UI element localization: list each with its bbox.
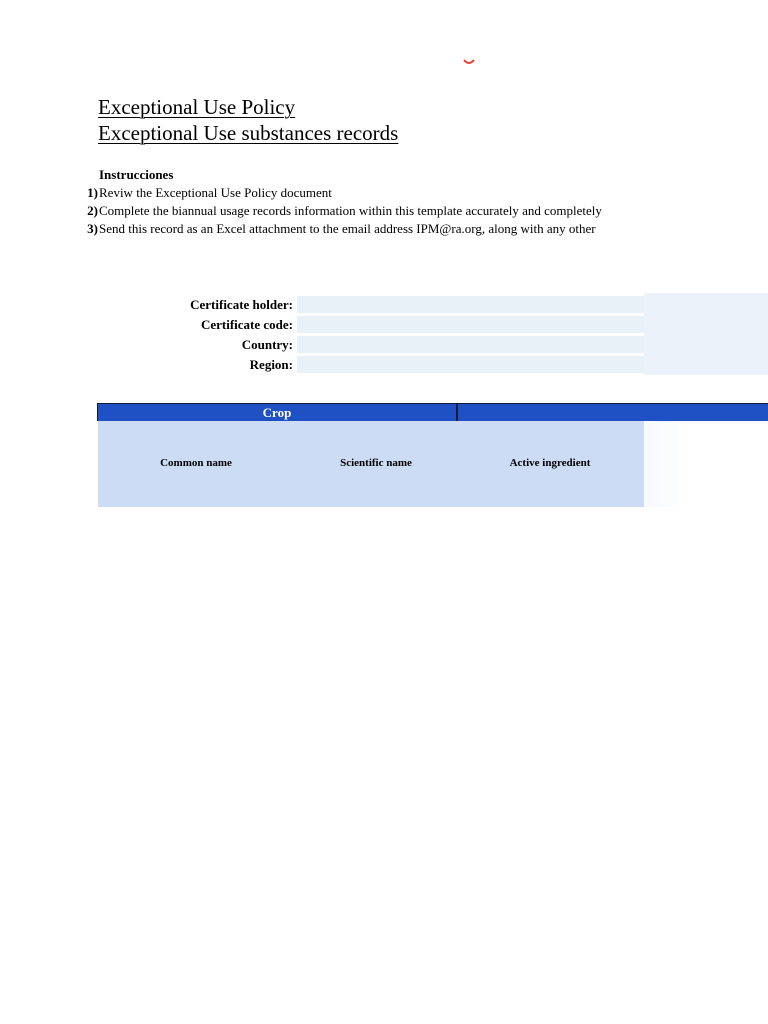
certificate-holder-field[interactable]	[297, 296, 644, 313]
instruction-number: 1)	[87, 185, 98, 200]
certificate-holder-label: Certificate holder:	[190, 297, 293, 312]
instruction-item	[80, 221, 596, 239]
instructions-list	[80, 184, 647, 244]
table-column-headers	[98, 421, 644, 507]
instruction-text: Reviw the Exceptional Use Policy document	[99, 185, 332, 200]
instruction-text: Complete the biannual usage records information within this template accurately and completely	[99, 203, 602, 218]
certificate-code-label: Certificate code:	[200, 317, 293, 332]
certificate-code-field[interactable]	[297, 316, 644, 333]
column-header-common-name: Common name	[160, 457, 232, 469]
table-header-band	[97, 403, 768, 421]
field-area-extension	[644, 293, 768, 375]
document-subtitle: Exceptional Use substances records	[98, 121, 399, 145]
instruction-number: 3)	[87, 221, 98, 236]
country-field[interactable]	[297, 336, 644, 353]
subheader-extension	[644, 421, 690, 507]
country-label: Country:	[241, 337, 293, 352]
instructions-heading: Instrucciones	[99, 167, 174, 182]
document-title: Exceptional Use Policy	[98, 95, 296, 119]
region-label: Region:	[249, 357, 293, 372]
crop-group-header: Crop	[98, 404, 458, 421]
region-field[interactable]	[297, 356, 644, 373]
column-header-scientific-name: Scientific name	[340, 457, 412, 469]
column-header-active-ingredient: Active ingredient	[509, 457, 591, 469]
instruction-item	[80, 185, 332, 203]
instruction-number: 2)	[87, 203, 98, 218]
instruction-item	[80, 203, 602, 221]
logo-mark-icon	[462, 52, 476, 66]
instruction-text: Send this record as an Excel attachment to the email address IPM@ra.org, along with any other	[99, 221, 596, 236]
